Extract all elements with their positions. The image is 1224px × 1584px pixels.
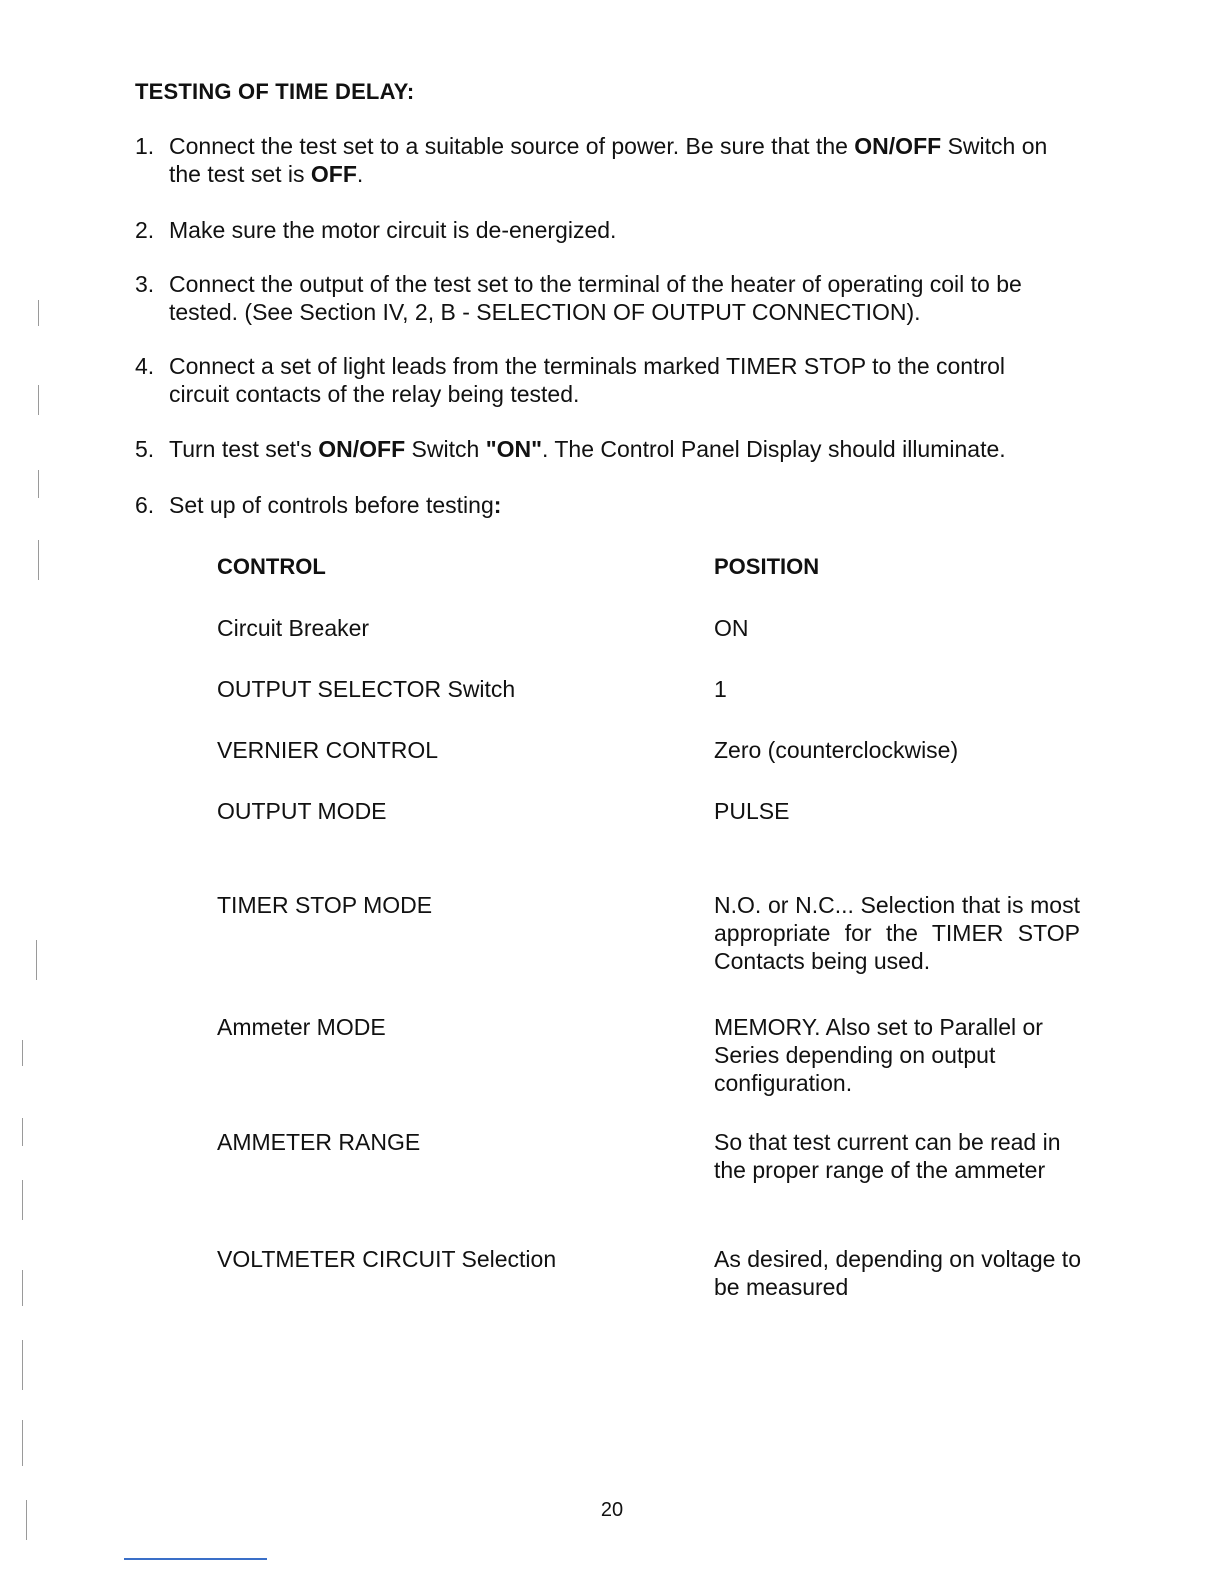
step-number: 6. — [135, 492, 155, 518]
step-text: Connect a set of light leads from the terminals marked TIMER STOP to the control circuit contacts of the relay being tested. — [169, 353, 1006, 407]
scan-speck — [22, 1180, 23, 1220]
step-number: 3. — [135, 271, 155, 297]
position-value: Zero (counterclockwise) — [714, 737, 959, 763]
bottom-rule — [124, 1558, 267, 1560]
page-number: 20 — [600, 1499, 624, 1521]
scan-speck — [22, 1270, 23, 1306]
position-value: 1 — [714, 676, 727, 702]
step-number: 5. — [135, 436, 155, 462]
step-text: Make sure the motor circuit is de-energized. — [169, 217, 617, 243]
step-text: Connect the test set to a suitable source of power. Be sure that the ON/OFF Switch on the test set is OFF. — [169, 133, 1048, 187]
step-4 — [135, 352, 1095, 408]
control-label: TIMER STOP MODE — [217, 892, 433, 918]
position-value: N.O. or N.C... Selection that is most appropriate for the TIMER STOP Contacts being used. — [714, 892, 1080, 974]
step-number: 2. — [135, 217, 155, 243]
control-label: OUTPUT MODE — [217, 798, 387, 824]
step-text: Connect the output of the test set to the terminal of the heater of operating coil to be tested. (See Section IV, 2, B - SELECTION OF OUTPUT CONNECTION). — [169, 271, 1022, 325]
position-column-header: POSITION — [714, 554, 820, 579]
scan-speck — [38, 470, 39, 498]
section-heading: TESTING OF TIME DELAY: — [135, 79, 415, 104]
scan-speck — [38, 385, 39, 415]
position-value: So that test current can be read in the proper range of the ammeter — [714, 1129, 1061, 1183]
scan-speck — [38, 300, 39, 326]
control-column-header: CONTROL — [217, 554, 326, 579]
control-label: AMMETER RANGE — [217, 1129, 421, 1155]
control-label: VOLTMETER CIRCUIT Selection — [217, 1246, 557, 1272]
scan-speck — [22, 1118, 23, 1146]
step-1 — [135, 132, 1095, 188]
scan-speck — [22, 1420, 23, 1466]
step-number: 4. — [135, 353, 155, 379]
scan-speck — [36, 940, 37, 980]
step-text: Set up of controls before testing: — [169, 492, 502, 518]
control-label: OUTPUT SELECTOR Switch — [217, 676, 516, 702]
control-label: Ammeter MODE — [217, 1014, 386, 1040]
scan-speck — [26, 1500, 27, 1540]
scan-speck — [22, 1040, 23, 1066]
scan-speck — [22, 1340, 23, 1390]
step-5 — [135, 435, 1095, 463]
step-6 — [135, 491, 1095, 519]
position-value: MEMORY. Also set to Parallel or Series depending on output configuration. — [714, 1014, 1043, 1096]
position-value: PULSE — [714, 798, 790, 824]
scan-speck — [38, 540, 39, 580]
position-value: As desired, depending on voltage to be measured — [714, 1246, 1081, 1300]
step-number: 1. — [135, 133, 155, 159]
step-2 — [135, 216, 1095, 244]
control-label: VERNIER CONTROL — [217, 737, 439, 763]
step-3 — [135, 270, 1095, 326]
control-label: Circuit Breaker — [217, 615, 370, 641]
step-text: Turn test set's ON/OFF Switch "ON". The Control Panel Display should illuminate. — [169, 436, 1006, 462]
position-value: ON — [714, 615, 749, 641]
